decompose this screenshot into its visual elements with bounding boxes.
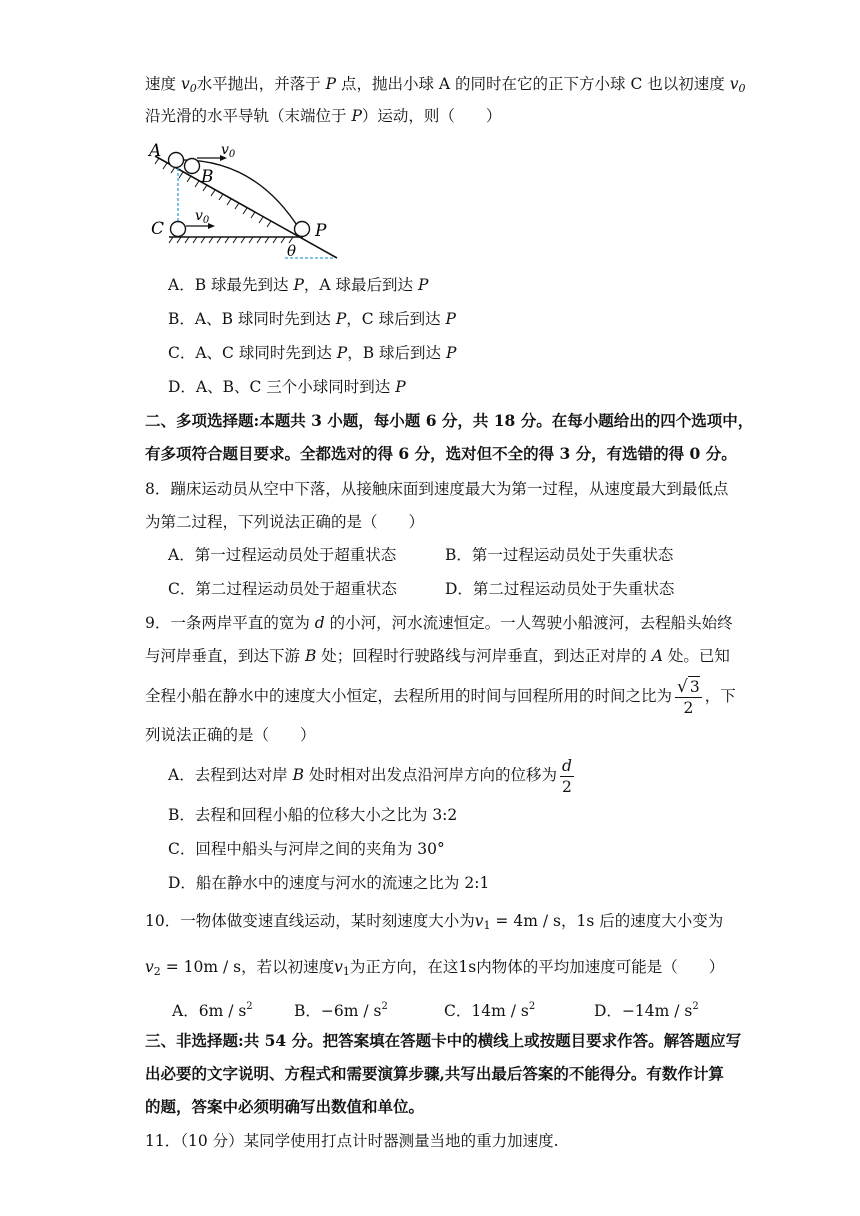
fraction-numerator: d [561, 756, 572, 775]
square-exponent: 2 [381, 1001, 388, 1012]
q7-option-c [168, 343, 456, 363]
option-label: D． [594, 1002, 622, 1020]
option-text: 处时相对出发点沿河岸方向的位移为 [304, 766, 557, 784]
v1-subscript: 1 [342, 965, 350, 978]
point-p: P [351, 107, 362, 125]
q9-option-a [168, 755, 577, 797]
q8-option-d: D．第二过程运动员处于失重状态 [445, 580, 675, 598]
q9-text: 处；回程时行驶路线与河岸垂直，到达正对岸的 [316, 647, 652, 665]
time-1s: 1s [458, 958, 477, 976]
label-v0-low: $v_0$ [195, 208, 210, 226]
section3-heading-line3: 的题，答案中必须明确写出数值和单位。 [145, 1097, 425, 1116]
label-theta: θ [287, 242, 297, 260]
q7-text: 速度 [145, 75, 181, 93]
option-text: D．A、B、C 三个小球同时到达 [168, 378, 396, 396]
option-value: −14m / s [621, 1002, 693, 1020]
q7-option-b [168, 309, 456, 329]
ball-a [169, 153, 184, 168]
q8-stem-line2: 为第二过程，下列说法正确的是（ ） [145, 513, 425, 531]
ball-c [171, 222, 186, 237]
q7-text: 沿光滑的水平导轨（末端位于 [145, 107, 352, 125]
option-text: ，B 球后到达 [347, 344, 446, 362]
q10-option-c [444, 997, 535, 1021]
q9-text: 全程小船在静水中的速度大小恒定，去程所用的时间与回程所用的时间之比为 [145, 687, 673, 705]
q7-text: 点，抛出小球 A 的同时在它的正下方小球 C 也以初速度 [336, 75, 730, 93]
q8-option-a: A．第一过程运动员处于超重状态 [168, 546, 397, 564]
label-p: P [315, 221, 327, 241]
option-label: C． [444, 1002, 472, 1020]
q7-option-d [168, 377, 406, 397]
var-d: d [314, 614, 325, 632]
fraction-numerator: 3 [689, 678, 700, 696]
q8-option-c: C．第二过程运动员处于超重状态 [168, 580, 397, 598]
v0-symbol: v [180, 75, 190, 93]
q9-option-b: B．去程和回程小船的位移大小之比为 3:2 [168, 806, 458, 824]
option-text: ，A 球最后到达 [303, 276, 418, 294]
q9-text: 9．一条两岸平直的宽为 [145, 614, 315, 632]
square-exponent: 2 [246, 1001, 253, 1012]
point-p: P [336, 344, 348, 362]
fraction-denominator: 2 [683, 699, 694, 717]
q7-option-a [168, 275, 428, 295]
q9-stem-line1 [145, 613, 733, 633]
fraction-denominator: 2 [561, 777, 572, 796]
label-b: B [201, 167, 214, 187]
point-b: B [304, 647, 317, 665]
point-p: P [325, 75, 337, 93]
option-text: A．去程到达对岸 [168, 766, 293, 784]
label-v0-top: $v_0$ [221, 142, 236, 160]
q10-option-a [172, 997, 253, 1021]
q9-text: 的小河，河水流速恒定。一人驾驶小船渡河，去程船头始终 [324, 614, 733, 632]
option-text: ，C 球后到达 [346, 310, 446, 328]
point-p: P [293, 276, 304, 294]
point-p: P [335, 310, 347, 328]
q10-text: ， [560, 912, 577, 930]
q10-text: 10．一物体做变速直线运动，某时刻速度大小为 [145, 912, 475, 930]
q10-text: 为正方向，在这 [349, 958, 459, 976]
q10-text: 内物体的平均加速度可能是（ ） [476, 958, 725, 976]
option-text: C．A、C 球同时先到达 [168, 344, 337, 362]
label-c: C [151, 219, 165, 239]
v1-symbol: v [334, 958, 343, 976]
ratio-fraction [675, 676, 702, 718]
q10-option-b [294, 997, 388, 1021]
option-label: A． [172, 1002, 199, 1020]
point-p: P [395, 378, 406, 396]
q7-text-line1 [145, 74, 745, 99]
ball-at-p [295, 222, 310, 237]
track-hatching [169, 237, 293, 243]
q7-text: ）运动，则（ ） [361, 107, 502, 125]
q10-stem-line1 [145, 911, 723, 936]
point-p: P [445, 344, 457, 362]
section2-heading-line2: 有多项符合题目要求。全都选对的得 6 分，选对但不全的得 3 分，有选错的得 0 分。 [145, 444, 737, 463]
q10-stem-line2 [145, 957, 724, 982]
q8-stem-line1: 8．蹦床运动员从空中下落，从接触床面到速度最大为第一过程，从速度最大到最低点 [145, 480, 729, 498]
point-b: B [292, 766, 305, 784]
v0-subscript: 0 [738, 82, 746, 95]
label-a: A [149, 141, 162, 161]
projectile-incline-figure [145, 140, 345, 265]
option-text: B．A、B 球同时先到达 [168, 310, 336, 328]
q10-text: ，若以初速度 [241, 958, 335, 976]
incline-line [155, 156, 337, 258]
v1-value: = 4m / s [490, 912, 561, 930]
v0-subscript: 0 [189, 82, 197, 95]
q9-option-c: C．回程中船头与河岸之间的夹角为 30° [168, 840, 445, 858]
option-value: −6m / s [320, 1002, 382, 1020]
sqrt-sign: √ [677, 677, 688, 697]
q9-option-d: D．船在静水中的速度与河水的流速之比为 2:1 [168, 874, 490, 892]
point-a: A [651, 647, 663, 665]
point-p: P [445, 310, 456, 328]
q7-text-line2 [145, 106, 501, 126]
v0-symbol: v [729, 75, 739, 93]
v1-subscript: 1 [483, 919, 491, 932]
ball-b [185, 159, 200, 174]
d-over-2-fraction [560, 756, 574, 797]
q11-stem-line1: 11．（10 分）某同学使用打点计时器测量当地的重力加速度. [145, 1132, 559, 1150]
option-text: A．B 球最先到达 [168, 276, 294, 294]
section3-heading-line1: 三、非选择题:共 54 分。把答案填在答题卡中的横线上或按题目要求作答。解答题应写 [145, 1031, 742, 1050]
time-1s: 1s [576, 912, 595, 930]
q9-text: ，下 [704, 687, 736, 705]
option-value: 14m / s [471, 1002, 529, 1020]
v1-symbol: v [474, 912, 484, 930]
option-label: B． [294, 1002, 321, 1020]
q8-option-b: B．第一过程运动员处于失重状态 [445, 546, 674, 564]
q9-text: 与河岸垂直，到达下游 [145, 647, 305, 665]
q10-option-d [594, 997, 699, 1021]
point-p: P [417, 276, 429, 294]
q7-text: 水平抛出，并落于 [196, 75, 326, 93]
square-exponent: 2 [528, 1001, 536, 1012]
q9-text: 处。已知 [662, 647, 730, 665]
q9-stem-line3 [145, 676, 736, 718]
q9-stem-line4: 列说法正确的是（ ） [145, 726, 316, 744]
square-exponent: 2 [692, 1001, 699, 1012]
v2-value: = 10m / s [160, 958, 242, 976]
section3-heading-line2: 出必要的文字说明、方程式和需要演算步骤,共写出最后答案的不能得分。有数作计算 [145, 1064, 724, 1083]
q10-text: 后的速度大小变为 [594, 912, 724, 930]
q9-stem-line2 [145, 646, 730, 666]
option-value: 6m / s [198, 1002, 247, 1020]
section2-heading-line1: 二、多项选择题:本题共 3 小题，每小题 6 分，共 18 分。在每小题给出的四个选项中， [145, 411, 754, 430]
v2-symbol: v [145, 958, 154, 976]
v2-subscript: 2 [153, 965, 161, 978]
